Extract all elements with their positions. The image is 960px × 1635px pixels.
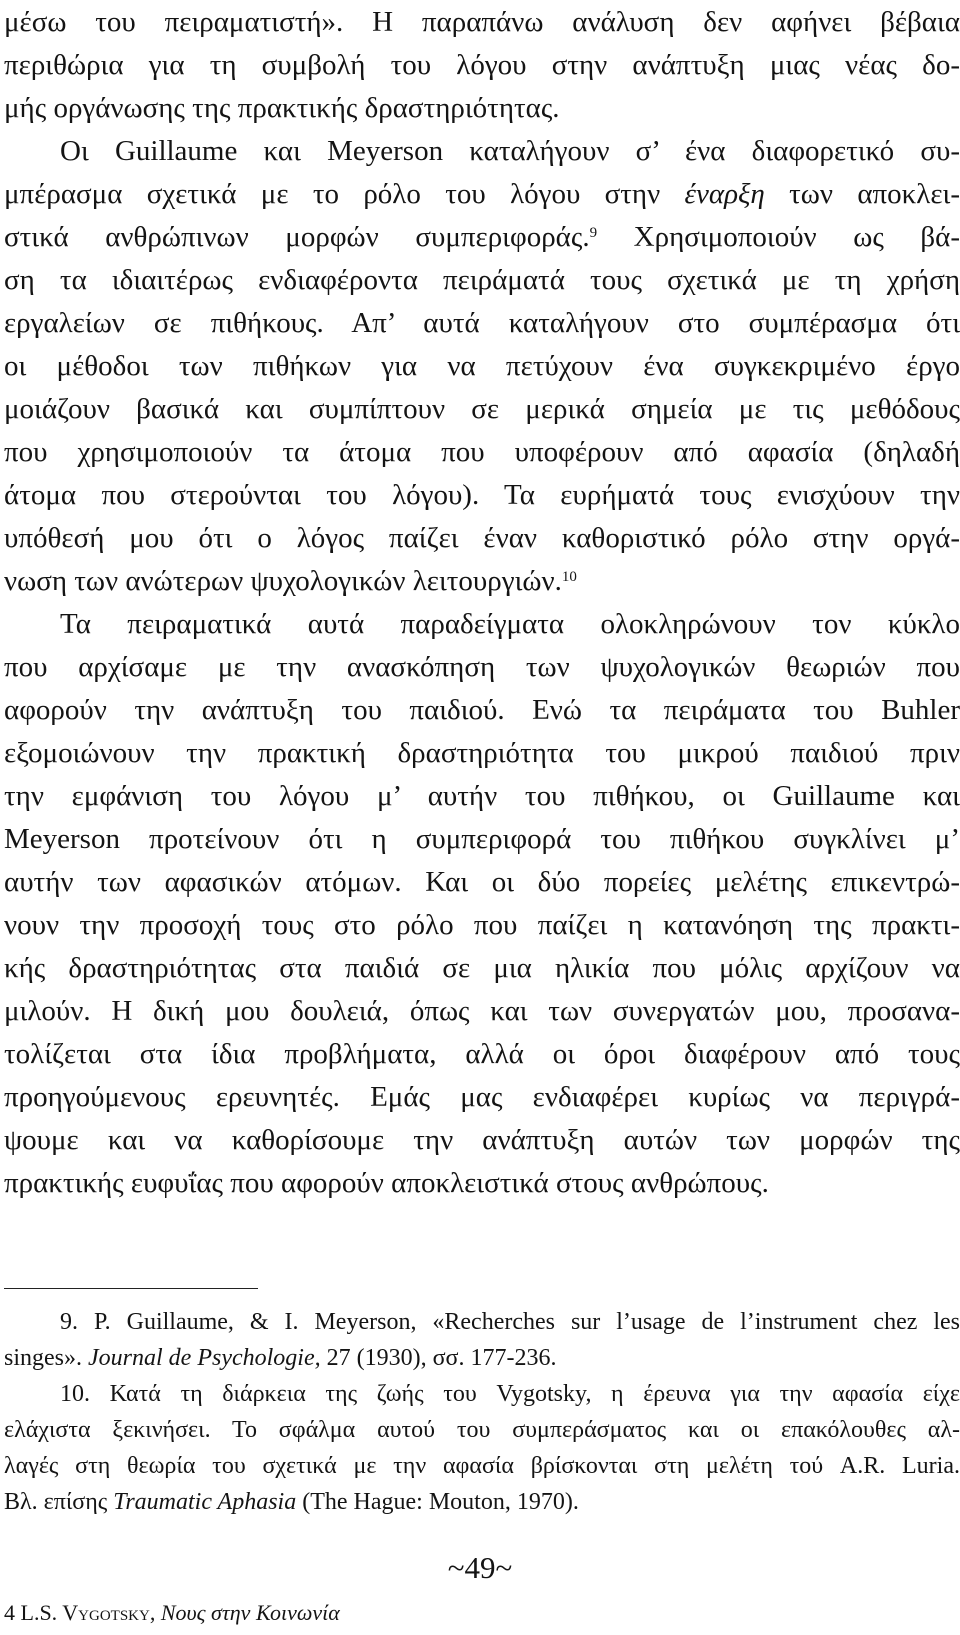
text-line: αυτήν των αφασικών ατόμων. Και οι δύο πορείες μελέτης επικεντρώ-	[4, 866, 960, 898]
text-line: άτομα που στερούνται του λόγου). Τα ευρήματά τους ενισχύουν την	[4, 479, 960, 511]
text-line: περιθώρια για τη συμβολή του λόγου στην ανάπτυξη μιας νέας δο-	[4, 49, 960, 81]
text-line: μής οργάνωσης της πρακτικής δραστηριότητας.	[4, 92, 560, 124]
footer-book-title: Νους στην Κοινωνία	[160, 1600, 340, 1625]
text-segment: 27 (1930), σσ. 177-236.	[320, 1345, 557, 1371]
text-line: αφορούν την ανάπτυξη του παιδιού. Ενώ τα πειράματα του Buhler	[4, 694, 960, 726]
text-line: νουν την προσοχή τους στο ρόλο που παίζει η κατανόηση της πρακτι-	[4, 909, 960, 941]
text-line: εργαλείων σε πιθήκους. Απ’ αυτά καταλήγουν στο συμπέρασμα ότι	[4, 307, 960, 339]
footnote-10-line: 10. Κατά τη διάρκεια της ζωής του Vygotsky, η έρευνα για την αφασία είχε	[60, 1381, 960, 1407]
text-segment: νωση των ανώτερων ψυχολογικών λειτουργιών.	[4, 565, 562, 597]
footnote-10-line: ελάχιστα ξεκινήσει. Το σφάλμα αυτού του συμπεράσματος και οι επακόλουθες αλ-	[4, 1417, 960, 1443]
text-line: που αρχίσαμε με την ανασκόπηση των ψυχολογικών θεωριών που	[4, 651, 960, 683]
book-title-italic: Traumatic Aphasia	[113, 1489, 297, 1515]
text-line: την εμφάνιση του λόγου μ’ αυτήν του πιθήκου, οι Guillaume και	[4, 780, 960, 812]
text-segment: μπέρασμα σχετικά με το ρόλο του λόγου στην	[4, 178, 685, 210]
text-line	[4, 215, 960, 259]
footnote-9-line: 9. P. Guillaume, & I. Meyerson, «Recherches sur l’usage de l’instrument chez les	[60, 1309, 960, 1335]
text-line: μέσω του πειραματιστή». Η παραπάνω ανάλυση δεν αφήνει βέβαια	[4, 6, 960, 38]
paragraph-start-line: Οι Guillaume και Meyerson καταλήγουν σ’ ένα διαφορετικό συ-	[60, 135, 960, 167]
page-number: ~49~	[447, 1550, 513, 1585]
sheet-number: 4	[4, 1600, 15, 1625]
text-line	[4, 172, 960, 216]
footnote-ref-10[interactable]: 10	[561, 569, 577, 585]
text-line: οι μέθοδοι των πιθήκων για να πετύχουν ένα συγκεκριμένο έργο	[4, 350, 960, 382]
text-line: ψουμε και να καθορίσουμε την ανάπτυξη αυτών των μορφών της	[4, 1124, 960, 1156]
text-line: προηγούμενους ερευνητές. Εμάς μας ενδιαφέρει κυρίως να περιγρά-	[4, 1081, 960, 1113]
text-segment: στικά ανθρώπινων μορφών συμπεριφοράς.	[4, 221, 590, 253]
footer-author: L.S. Vygotsky,	[20, 1600, 156, 1625]
text-line: που χρησιμοποιούν τα άτομα που υποφέρουν από αφασία (δηλαδή	[4, 436, 960, 468]
text-segment: Χρησιμοποιούν ως βά-	[597, 221, 960, 253]
text-line: μοιάζουν βασικά και συμπίπτουν σε μερικά σημεία με τις μεθόδους	[4, 393, 960, 425]
text-line: υπόθεσή μου ότι ο λόγος παίζει έναν καθοριστικό ρόλο στην οργά-	[4, 522, 960, 554]
paragraph-start-line: Τα πειραματικά αυτά παραδείγματα ολοκληρώνουν τον κύκλο	[60, 608, 960, 640]
footnote-ref-9[interactable]: 9	[589, 225, 598, 241]
text-segment: των αποκλει-	[764, 178, 960, 210]
footnote-9-line	[4, 1340, 960, 1376]
italic-term: έναρξη	[684, 178, 765, 210]
text-line: εξομοιώνουν την πρακτική δραστηριότητα του μικρού παιδιού πριν	[4, 737, 960, 769]
text-line	[4, 559, 960, 603]
journal-title: Journal de Psychologie,	[88, 1345, 321, 1371]
text-line: πρακτικής ευφυΐας που αφορούν αποκλειστικά στους ανθρώπους.	[4, 1167, 769, 1199]
text-line: κής δραστηριότητας στα παιδιά σε μια ηλικία που μόλις αρχίζουν να	[4, 952, 960, 984]
text-line: Meyerson προτείνουν ότι η συμπεριφορά του πιθήκου συγκλίνει μ’	[4, 823, 960, 855]
running-footer	[4, 1596, 340, 1630]
text-line: τολίζεται στα ίδια προβλήματα, αλλά οι όροι διαφέρουν από τους	[4, 1038, 960, 1070]
text-segment: (The Hague: Mouton, 1970).	[296, 1489, 579, 1515]
footnote-separator	[4, 1288, 258, 1289]
text-segment: singes».	[4, 1345, 88, 1371]
footnote-10-line	[4, 1484, 960, 1520]
text-line: μιλούν. Η δική μου δουλειά, όπως και των συνεργατών μου, προσανα-	[4, 995, 960, 1027]
text-segment: Βλ. επίσης	[4, 1489, 114, 1515]
footnote-10-line: λαγές στη θεωρία του σχετικά με την αφασία βρίσκονται στη μελέτη τού A.R. Luria.	[4, 1453, 960, 1479]
text-line: ση τα ιδιαιτέρως ενδιαφέροντα πειράματά τους σχετικά με τη χρήση	[4, 264, 960, 296]
